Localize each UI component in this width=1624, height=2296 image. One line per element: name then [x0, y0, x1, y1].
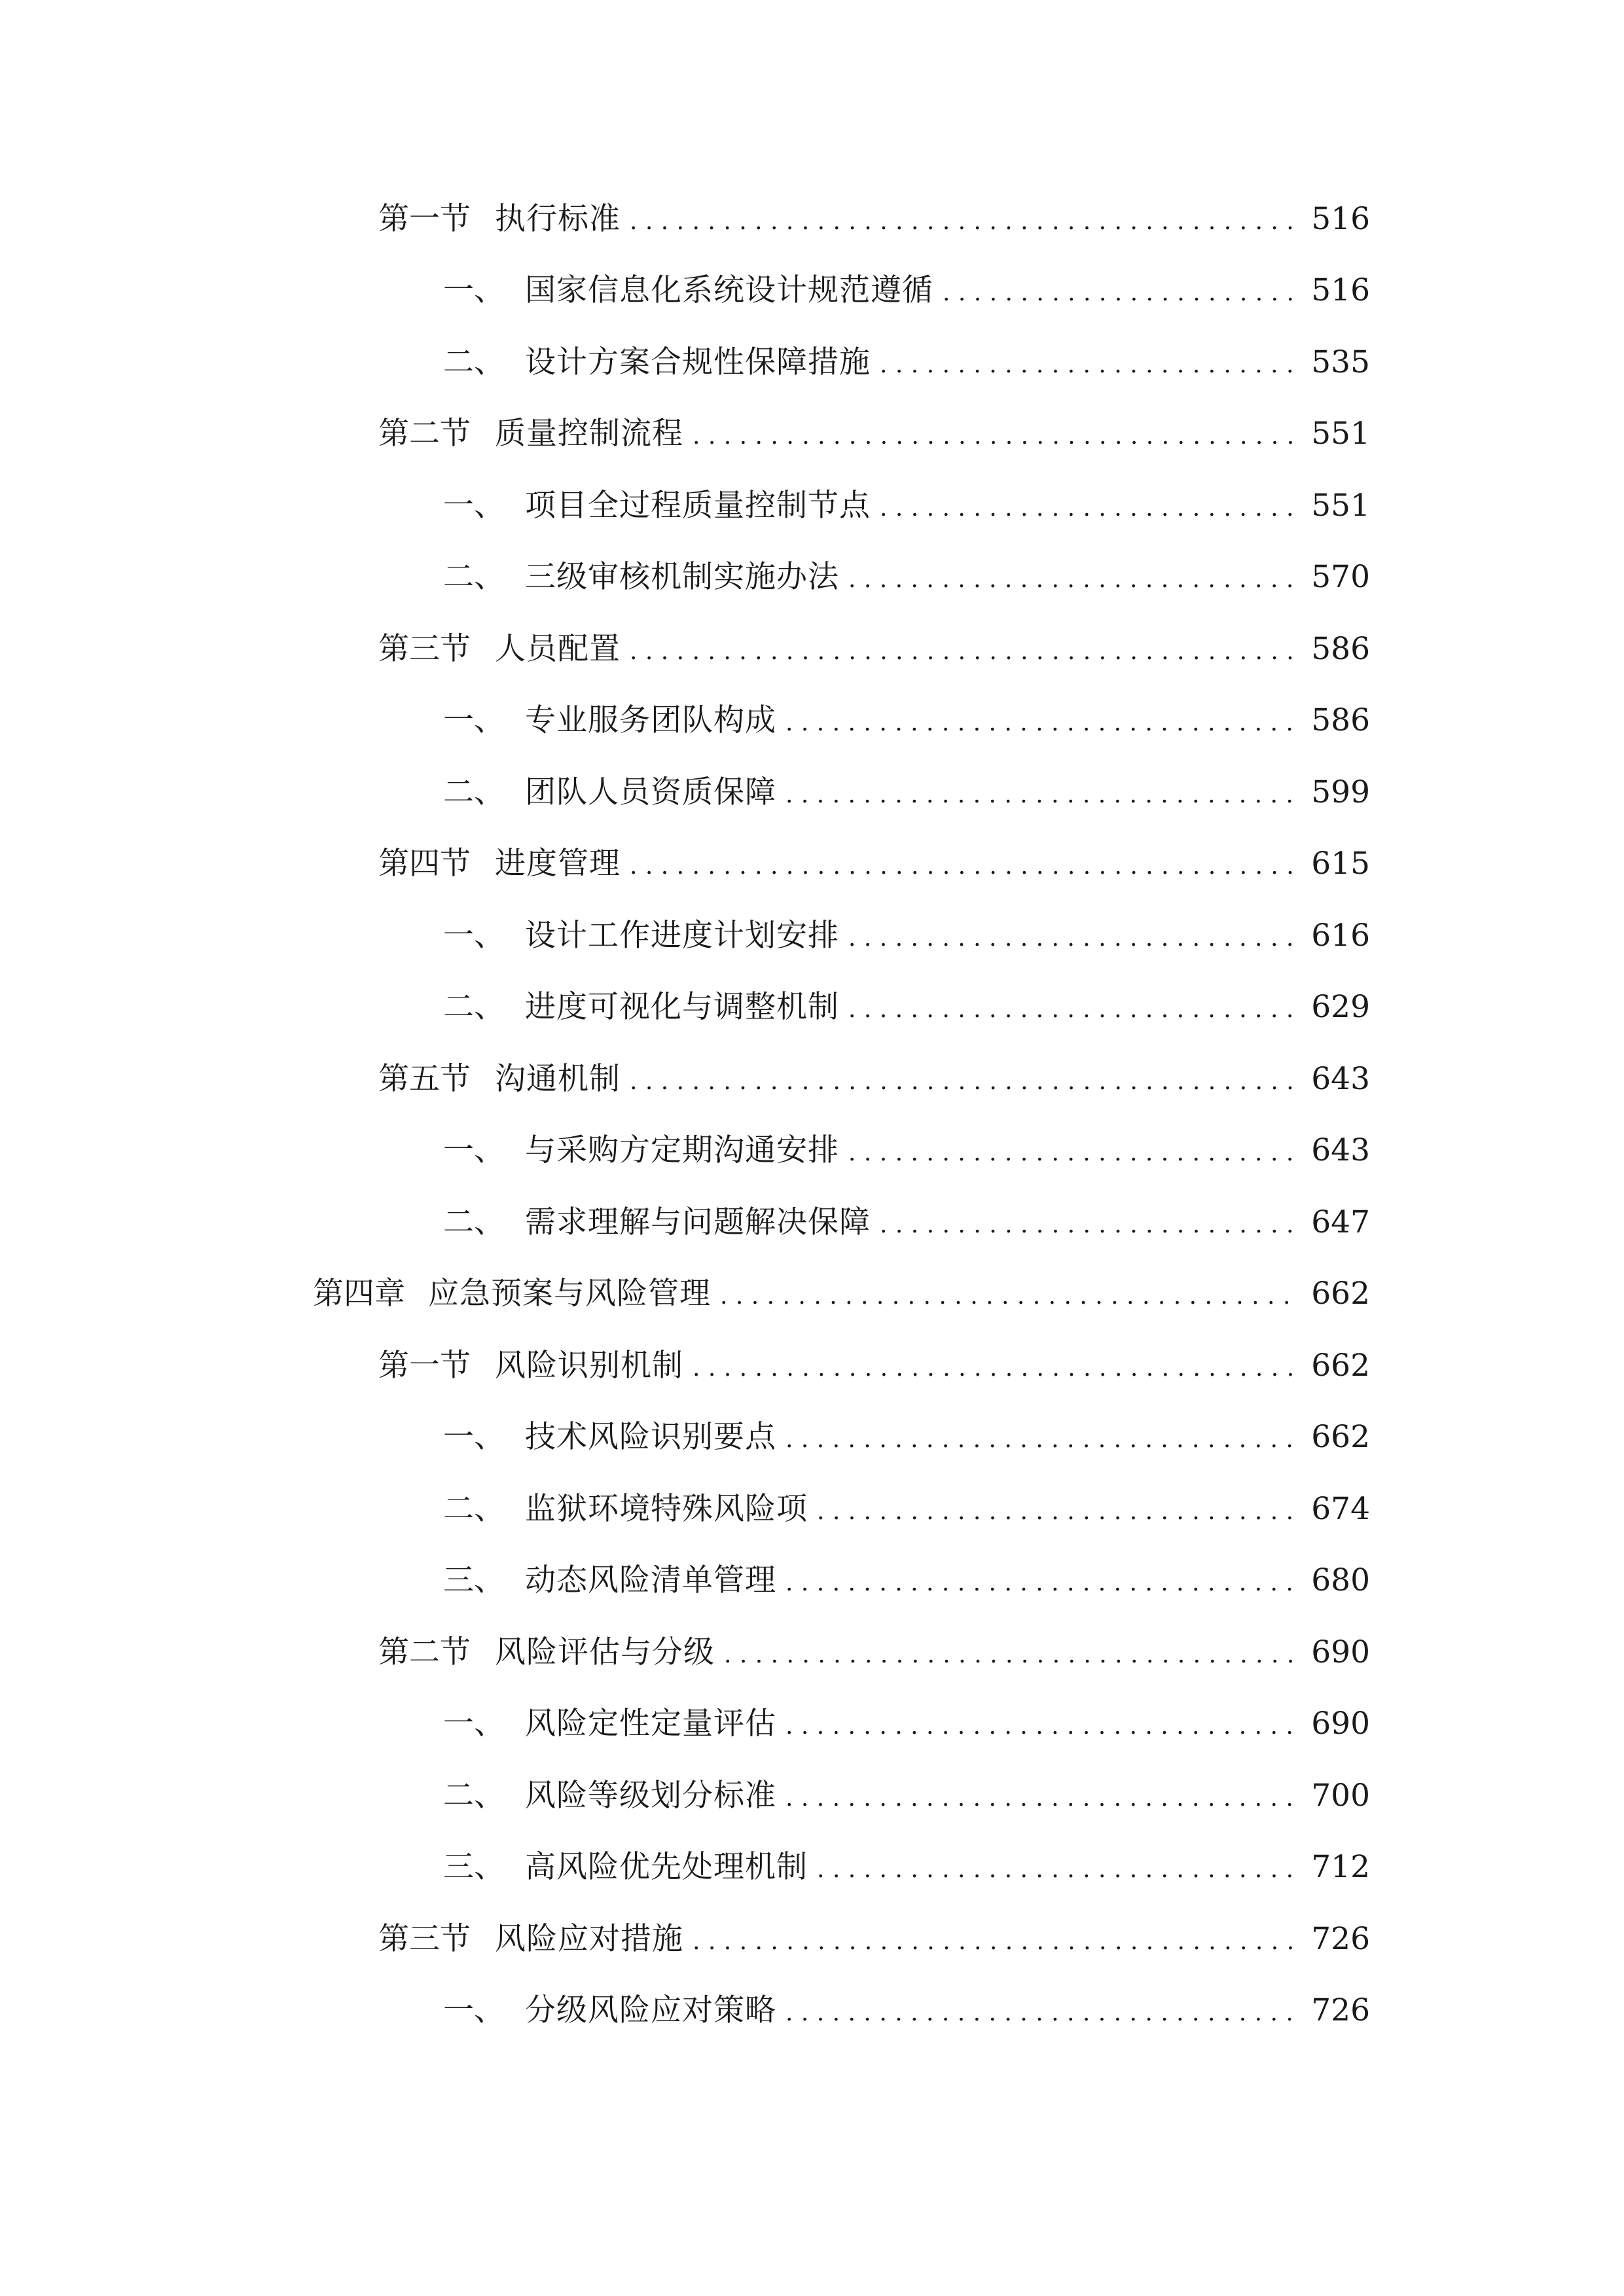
toc-entry[interactable] [443, 1411, 1370, 1463]
dot-leader [848, 981, 1298, 1033]
toc-entry-prefix: 一、 [443, 488, 505, 524]
dot-leader [785, 1698, 1298, 1750]
toc-entry-title: 监狱环境特殊风险项 [525, 1491, 808, 1527]
toc-entry-page-number: 615 [1311, 846, 1370, 882]
toc-entry[interactable] [443, 694, 1370, 747]
toc-entry[interactable] [443, 1698, 1370, 1750]
toc-entry[interactable] [443, 766, 1370, 819]
toc-entry-title: 设计工作进度计划安排 [525, 918, 839, 954]
toc-entry[interactable] [313, 1268, 1370, 1320]
toc-entry-page-number: 700 [1311, 1778, 1370, 1814]
toc-entry-prefix: 一、 [443, 918, 505, 954]
toc-entry-page-number: 662 [1311, 1276, 1370, 1312]
toc-entry-title: 项目全过程质量控制节点 [525, 488, 871, 524]
toc-entry-page-number: 586 [1311, 631, 1370, 667]
dot-leader [785, 694, 1298, 747]
toc-entry-page-number: 726 [1311, 1921, 1370, 1957]
dot-leader [785, 1984, 1298, 2037]
toc-entry-prefix: 一、 [443, 1706, 505, 1742]
dot-leader [943, 264, 1298, 317]
toc-entry-title: 分级风险应对策略 [525, 1992, 776, 2028]
toc-entry-page-number: 570 [1311, 559, 1370, 595]
toc-entry-title: 专业服务团队构成 [525, 702, 776, 738]
toc-entry-title: 风险识别机制 [495, 1348, 683, 1384]
toc-entry-prefix: 第三节 [378, 1921, 471, 1957]
toc-entry-title: 风险定性定量评估 [525, 1706, 776, 1742]
toc-entry-title: 团队人员资质保障 [525, 774, 776, 810]
toc-entry-title: 进度可视化与调整机制 [525, 989, 839, 1025]
dot-leader [630, 838, 1298, 890]
toc-entry-title: 三级审核机制实施办法 [525, 559, 839, 595]
toc-entry[interactable] [443, 551, 1370, 603]
toc-entry-prefix: 一、 [443, 1992, 505, 2028]
toc-entry-title: 风险应对措施 [495, 1921, 683, 1957]
toc-entry-title: 设计方案合规性保障措施 [525, 344, 871, 380]
toc-entry-page-number: 629 [1311, 989, 1370, 1025]
toc-entry-page-number: 662 [1311, 1419, 1370, 1455]
toc-entry[interactable] [443, 910, 1370, 962]
toc-entry[interactable] [443, 336, 1370, 389]
dot-leader [880, 480, 1298, 532]
toc-entry[interactable] [443, 1770, 1370, 1822]
toc-entry-prefix: 一、 [443, 1132, 505, 1168]
toc-entry-prefix: 二、 [443, 1204, 505, 1240]
dot-leader [848, 910, 1298, 962]
dot-leader [880, 1196, 1298, 1249]
dot-leader [630, 623, 1298, 675]
dot-leader [785, 1411, 1298, 1463]
toc-entry-page-number: 551 [1311, 416, 1370, 452]
toc-entry-page-number: 535 [1311, 344, 1370, 380]
toc-entry-prefix: 二、 [443, 559, 505, 595]
toc-entry[interactable] [443, 1984, 1370, 2037]
dot-leader [693, 1913, 1298, 1965]
toc-entry[interactable] [378, 623, 1370, 675]
dot-leader [817, 1483, 1298, 1535]
toc-entry-prefix: 二、 [443, 1778, 505, 1814]
dot-leader [693, 408, 1298, 460]
toc-entry-title: 国家信息化系统设计规范遵循 [525, 272, 933, 308]
toc-entry-title: 与采购方定期沟通安排 [525, 1132, 839, 1168]
toc-entry[interactable] [378, 838, 1370, 890]
dot-leader [720, 1268, 1298, 1320]
toc-entry-page-number: 726 [1311, 1992, 1370, 2028]
toc-entry-prefix: 二、 [443, 344, 505, 380]
toc-entry-prefix: 二、 [443, 989, 505, 1025]
toc-entry-title: 技术风险识别要点 [525, 1419, 776, 1455]
toc-entry[interactable] [443, 264, 1370, 317]
toc-entry-title: 执行标准 [495, 201, 621, 237]
dot-leader [785, 766, 1298, 819]
dot-leader [785, 1770, 1298, 1822]
dot-leader [785, 1554, 1298, 1607]
toc-entry-title: 动态风险清单管理 [525, 1562, 776, 1598]
toc-entry-prefix: 二、 [443, 1491, 505, 1527]
toc-entry[interactable] [443, 1483, 1370, 1535]
toc-entry[interactable] [443, 1196, 1370, 1249]
toc-entry-title: 质量控制流程 [495, 416, 683, 452]
toc-entry-page-number: 690 [1311, 1706, 1370, 1742]
dot-leader [848, 551, 1298, 603]
toc-entry-prefix: 第二节 [378, 1634, 471, 1670]
toc-entry[interactable] [378, 1626, 1370, 1679]
toc-entry[interactable] [378, 408, 1370, 460]
toc-entry[interactable] [378, 1053, 1370, 1105]
dot-leader [848, 1124, 1298, 1177]
toc-entry[interactable] [378, 193, 1370, 245]
toc-entry-page-number: 551 [1311, 488, 1370, 524]
toc-entry-prefix: 第三节 [378, 631, 471, 667]
toc-entry-page-number: 586 [1311, 702, 1370, 738]
toc-entry-prefix: 一、 [443, 702, 505, 738]
dot-leader [630, 1053, 1298, 1105]
toc-entry-page-number: 599 [1311, 774, 1370, 810]
toc-entry-prefix: 三、 [443, 1562, 505, 1598]
toc-entry[interactable] [378, 1913, 1370, 1965]
toc-entry-prefix: 一、 [443, 1419, 505, 1455]
dot-leader [880, 336, 1298, 389]
toc-entry-page-number: 643 [1311, 1132, 1370, 1168]
toc-entry-page-number: 680 [1311, 1562, 1370, 1598]
toc-entry-prefix: 第四节 [378, 846, 471, 882]
toc-entry-page-number: 643 [1311, 1061, 1370, 1097]
toc-entry-prefix: 一、 [443, 272, 505, 308]
toc-entry-title: 人员配置 [495, 631, 621, 667]
toc-entry-title: 高风险优先处理机制 [525, 1849, 808, 1885]
toc-entry[interactable] [443, 480, 1370, 532]
toc-entry-title: 风险等级划分标准 [525, 1778, 776, 1814]
toc-entry-title: 需求理解与问题解决保障 [525, 1204, 871, 1240]
toc-entry-prefix: 第一节 [378, 201, 471, 237]
toc-entry-title: 沟通机制 [495, 1061, 621, 1097]
toc-entry[interactable] [378, 1340, 1370, 1392]
toc-entry[interactable] [443, 981, 1370, 1033]
toc-entry-title: 进度管理 [495, 846, 621, 882]
toc-entry-page-number: 647 [1311, 1204, 1370, 1240]
toc-entry-prefix: 二、 [443, 774, 505, 810]
toc-entry-title: 风险评估与分级 [495, 1634, 715, 1670]
toc-entry-page-number: 690 [1311, 1634, 1370, 1670]
toc-entry[interactable] [443, 1124, 1370, 1177]
toc-entry-page-number: 674 [1311, 1491, 1370, 1527]
dot-leader [693, 1340, 1298, 1392]
toc-entry-prefix: 三、 [443, 1849, 505, 1885]
toc-entry-prefix: 第四章 [313, 1276, 405, 1312]
toc-entry-page-number: 662 [1311, 1348, 1370, 1384]
toc-entry-page-number: 616 [1311, 918, 1370, 954]
dot-leader [630, 193, 1298, 245]
toc-entry-page-number: 712 [1311, 1849, 1370, 1885]
toc-entry-prefix: 第二节 [378, 416, 471, 452]
dot-leader [724, 1626, 1298, 1679]
toc-entry-title: 应急预案与风险管理 [428, 1276, 711, 1312]
toc-entry-prefix: 第五节 [378, 1061, 471, 1097]
toc-entry-page-number: 516 [1311, 201, 1370, 237]
toc-entry[interactable] [443, 1841, 1370, 1893]
toc-entry[interactable] [443, 1554, 1370, 1607]
toc-entry-prefix: 第一节 [378, 1348, 471, 1384]
toc-entry-page-number: 516 [1311, 272, 1370, 308]
dot-leader [817, 1841, 1298, 1893]
